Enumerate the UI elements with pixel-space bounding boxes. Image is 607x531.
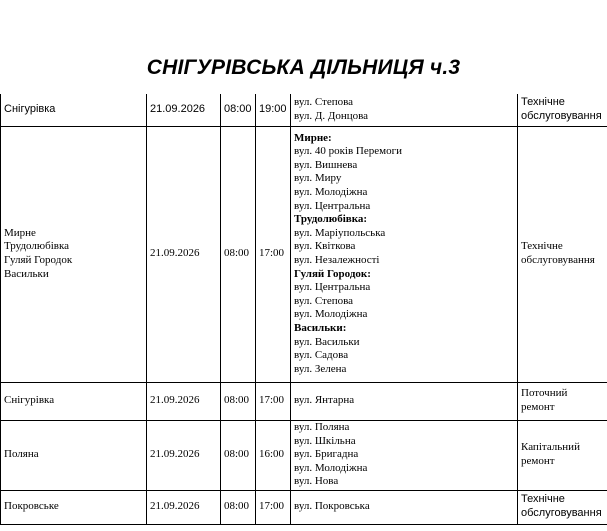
table-row [1, 490, 607, 524]
street-name: вул. Степова [294, 96, 354, 109]
start-time-cell: 08:00 [221, 490, 256, 524]
street-name: вул. Миру [294, 172, 342, 185]
street-name: вул. Молодіжна [294, 461, 368, 474]
village-heading: Васильки: [294, 321, 347, 334]
street-name: вул. Молодіжна [294, 308, 368, 321]
street-name: вул. Маріупольська [294, 226, 386, 239]
start-time-cell: 08:00 [221, 420, 256, 490]
streets-cell [291, 420, 518, 490]
street-name: вул. 40 років Перемоги [294, 145, 402, 158]
reason-cell [518, 94, 607, 126]
date-cell: 21.09.2026 [147, 126, 221, 382]
settlement-name: Покровське [4, 500, 59, 513]
reason-cell [518, 382, 607, 420]
reason-text: Технічне [521, 240, 563, 253]
settlement-name: Трудолюбівка [4, 240, 70, 253]
start-time-cell: 08:00 [221, 382, 256, 420]
settlement-name: Снігурівка [4, 102, 56, 115]
table-body [1, 94, 607, 524]
street-name: вул. Васильки [294, 335, 360, 348]
settlement-name: Поляна [4, 448, 39, 461]
table-row [1, 420, 607, 490]
settlement-cell [1, 490, 147, 524]
date-cell: 21.09.2026 [147, 382, 221, 420]
page-title: СНІГУРІВСЬКА ДІЛЬНИЦЯ ч.3 [146, 56, 461, 79]
village-heading: Трудолюбівка: [294, 213, 368, 226]
street-name: вул. Зелена [294, 362, 347, 375]
date-cell: 21.09.2026 [147, 490, 221, 524]
reason-text: обслуговування [521, 109, 602, 122]
table-row [1, 94, 607, 126]
reason-text: обслуговування [521, 507, 602, 519]
reason-text: Поточний [521, 387, 568, 400]
settlement-name: Гуляй Городок [4, 254, 73, 266]
street-name: вул. Вишнева [294, 158, 358, 171]
street-name: вул. Шкільна [294, 434, 356, 447]
start-time-cell: 08:00 [221, 94, 256, 126]
reason-text: Капітальний [521, 441, 580, 454]
streets-cell [291, 94, 518, 126]
reason-cell [518, 420, 607, 490]
reason-text: ремонт [521, 401, 555, 413]
settlement-name: Васильки [4, 267, 49, 280]
street-name: вул. Центральна [294, 281, 371, 294]
street-name: вул. Поляна [294, 421, 350, 434]
end-time-cell: 17:00 [256, 382, 291, 420]
street-name: вул. Молодіжна [294, 186, 368, 199]
reason-text: Технічне [521, 493, 565, 506]
street-name: вул. Покровська [294, 500, 370, 513]
village-heading: Мирне: [294, 131, 332, 144]
end-time-cell: 17:00 [256, 126, 291, 382]
streets-cell [291, 126, 518, 382]
street-name: вул. Садова [294, 349, 349, 362]
date-cell: 21.09.2026 [147, 94, 221, 126]
reason-cell [518, 490, 607, 524]
date-cell: 21.09.2026 [147, 420, 221, 490]
settlement-cell [1, 94, 147, 126]
settlement-name: Снігурівка [4, 394, 55, 407]
table-row [1, 382, 607, 420]
reason-text: Технічне [521, 96, 565, 109]
start-time-cell: 08:00 [221, 126, 256, 382]
streets-cell [291, 382, 518, 420]
street-name: вул. Бригадна [294, 448, 359, 461]
street-name: вул. Центральна [294, 199, 371, 212]
settlement-cell [1, 382, 147, 420]
outage-schedule-table [0, 94, 607, 525]
end-time-cell: 19:00 [256, 94, 291, 126]
table-row [1, 126, 607, 382]
reason-cell [518, 126, 607, 382]
end-time-cell: 16:00 [256, 420, 291, 490]
village-heading: Гуляй Городок: [294, 267, 371, 280]
street-name: вул. Квіткова [294, 240, 356, 253]
settlement-cell [1, 126, 147, 382]
street-name: вул. Незалежності [294, 254, 380, 266]
street-name: вул. Янтарна [294, 394, 355, 407]
streets-cell [291, 490, 518, 524]
end-time-cell: 17:00 [256, 490, 291, 524]
street-name: вул. Степова [294, 294, 354, 307]
settlement-name: Мирне [4, 226, 36, 239]
settlement-cell [1, 420, 147, 490]
street-name: вул. Нова [294, 475, 339, 488]
reason-text: обслуговування [521, 254, 595, 266]
reason-text: ремонт [521, 455, 555, 467]
street-name: вул. Д. Донцова [294, 109, 369, 122]
